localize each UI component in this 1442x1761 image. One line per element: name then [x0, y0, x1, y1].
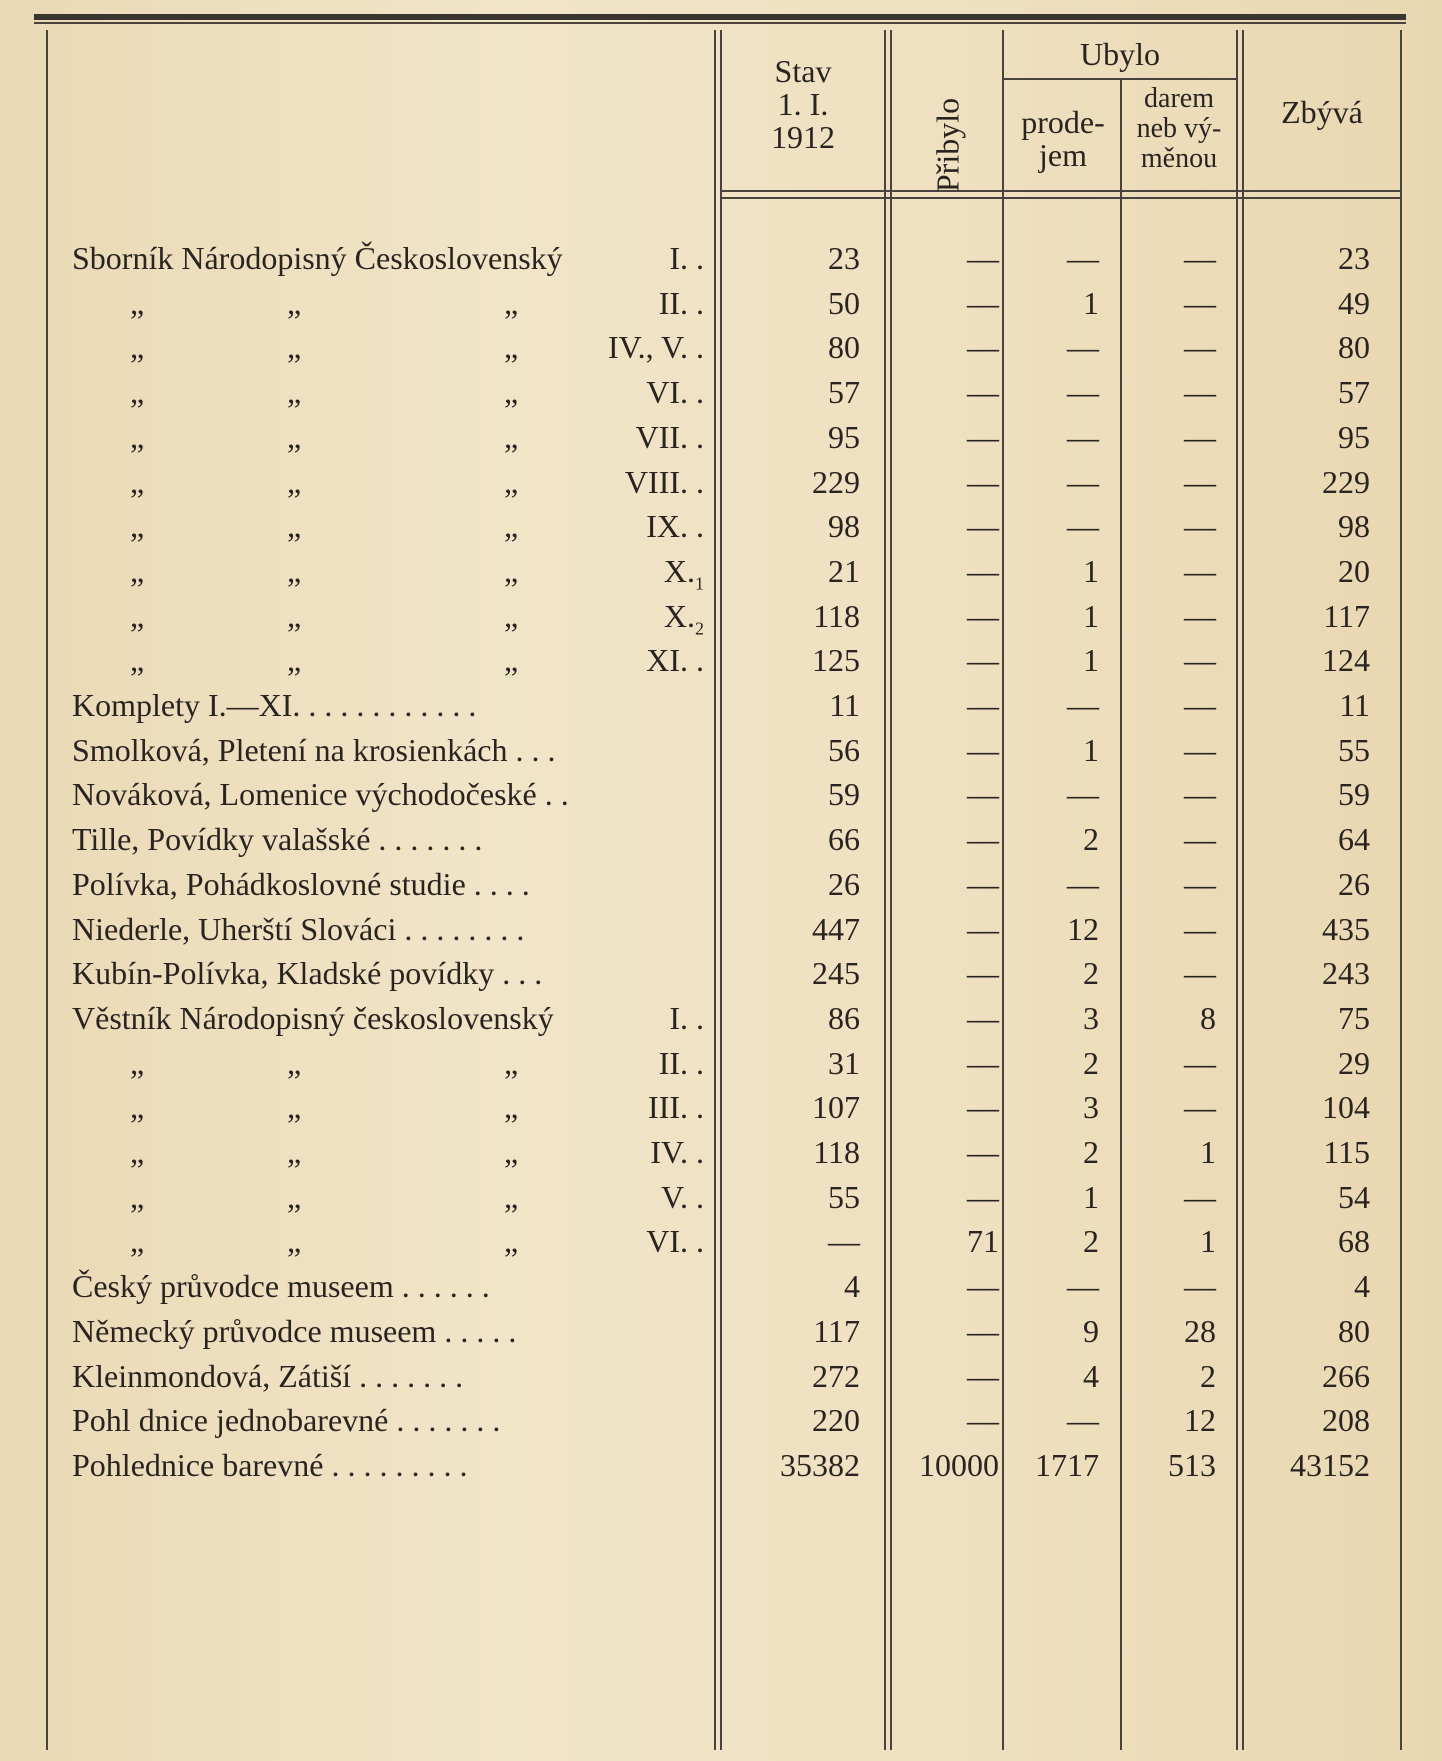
header-pribylo-label: Přibylo: [929, 97, 966, 193]
cell-prodejem: 1717: [1035, 1446, 1099, 1483]
cell-zbyva: 435: [1322, 910, 1370, 947]
cell-zbyva: 26: [1338, 865, 1370, 902]
cell-prodejem: 3: [1083, 1089, 1099, 1126]
row-volume: IV. .: [650, 1134, 704, 1170]
row-volume: VIII. .: [624, 463, 704, 500]
ditto-mark: „: [504, 597, 519, 634]
cell-pribylo: —: [967, 1268, 999, 1305]
cell-stav: 57: [828, 374, 860, 411]
table-row: [0, 464, 1442, 509]
cell-stav: 11: [829, 687, 860, 723]
cell-zbyva: 64: [1338, 821, 1370, 858]
cell-zbyva: 243: [1322, 955, 1370, 992]
cell-prodejem: 2: [1083, 1223, 1099, 1260]
cell-stav: 118: [813, 597, 860, 634]
cell-darem: 2: [1200, 1357, 1216, 1394]
cell-pribylo: —: [967, 552, 999, 589]
cell-prodejem: 2: [1083, 955, 1099, 992]
cell-darem: —: [1184, 687, 1216, 723]
row-label: Sborník Národopisný Československý: [72, 240, 563, 276]
cell-zbyva: 95: [1338, 418, 1370, 455]
ditto-mark: „: [504, 374, 519, 411]
cell-stav: 86: [828, 999, 860, 1036]
row-volume-part: 1: [695, 573, 704, 594]
row-volume: IV., V. .: [607, 329, 704, 366]
row-volume: VI. .: [646, 374, 704, 411]
cell-stav: 98: [828, 508, 860, 545]
cell-pribylo: —: [967, 955, 999, 992]
table-row: [0, 1000, 1442, 1045]
ditto-mark: „: [287, 1044, 302, 1081]
ditto-mark: „: [130, 642, 145, 679]
row-volume: II. .: [658, 284, 704, 321]
cell-zbyva: 4: [1354, 1268, 1370, 1305]
cell-pribylo: —: [967, 597, 999, 634]
row-volume: XI. .: [646, 642, 704, 679]
ditto-mark: „: [287, 284, 302, 321]
cell-darem: —: [1184, 865, 1216, 902]
table-row: [0, 642, 1442, 687]
cell-darem: 1: [1200, 1134, 1216, 1170]
table-row: [0, 240, 1442, 285]
cell-pribylo: —: [967, 731, 999, 768]
cell-prodejem: —: [1067, 1402, 1099, 1439]
cell-prodejem: 9: [1083, 1312, 1099, 1349]
header-stav: [722, 55, 884, 154]
ditto-mark: „: [130, 1178, 145, 1215]
ditto-mark: „: [130, 418, 145, 455]
cell-prodejem: 1: [1083, 597, 1099, 634]
cell-darem: —: [1184, 463, 1216, 500]
header-darem-line1: darem: [1144, 83, 1214, 114]
header-pribylo: [928, 97, 968, 193]
cell-pribylo: —: [967, 240, 999, 276]
row-volume: I. .: [669, 240, 704, 276]
table-row: [0, 1313, 1442, 1358]
ditto-mark: „: [287, 642, 302, 679]
cell-stav: 21: [828, 552, 860, 589]
header-prodejem: [1006, 106, 1120, 172]
cell-darem: —: [1184, 821, 1216, 858]
cell-pribylo: 71: [967, 1223, 999, 1260]
row-volume: IX. .: [646, 508, 704, 545]
cell-pribylo: —: [967, 1312, 999, 1349]
cell-zbyva: 29: [1338, 1044, 1370, 1081]
cell-prodejem: —: [1067, 418, 1099, 455]
cell-stav: 245: [812, 955, 860, 992]
table-row: [0, 1447, 1442, 1492]
cell-zbyva: 266: [1322, 1357, 1370, 1394]
cell-prodejem: —: [1067, 374, 1099, 411]
cell-stav: 272: [812, 1357, 860, 1394]
cell-darem: —: [1184, 642, 1216, 679]
ditto-mark: „: [130, 1089, 145, 1126]
cell-zbyva: 49: [1338, 284, 1370, 321]
cell-darem: —: [1184, 418, 1216, 455]
cell-prodejem: —: [1067, 508, 1099, 545]
cell-zbyva: 59: [1338, 776, 1370, 813]
ditto-mark: „: [130, 552, 145, 589]
ditto-mark: „: [504, 284, 519, 321]
table-row: [0, 419, 1442, 464]
table-row: [0, 285, 1442, 330]
cell-zbyva: 80: [1338, 1312, 1370, 1349]
cell-darem: —: [1184, 910, 1216, 947]
cell-pribylo: —: [967, 1402, 999, 1439]
ditto-mark: „: [504, 1134, 519, 1170]
cell-prodejem: 4: [1083, 1357, 1099, 1394]
cell-prodejem: —: [1067, 329, 1099, 366]
cell-darem: —: [1184, 240, 1216, 276]
cell-stav: 31: [828, 1044, 860, 1081]
cell-pribylo: —: [967, 329, 999, 366]
cell-zbyva: 115: [1323, 1134, 1370, 1170]
cell-stav: 35382: [780, 1446, 860, 1483]
cell-prodejem: 1: [1083, 284, 1099, 321]
ditto-mark: „: [287, 1089, 302, 1126]
cell-prodejem: 1: [1083, 552, 1099, 589]
cell-darem: —: [1184, 329, 1216, 366]
ditto-mark: „: [287, 1134, 302, 1170]
cell-stav: 56: [828, 731, 860, 768]
row-label: Německý průvodce museem . . . . .: [72, 1312, 517, 1349]
cell-darem: —: [1184, 374, 1216, 411]
cell-zbyva: 23: [1338, 240, 1370, 276]
table-row: [0, 1179, 1442, 1224]
header-zbyva: Zbývá: [1281, 94, 1363, 130]
row-label: Komplety I.—XI. . . . . . . . . . . .: [72, 687, 477, 723]
ditto-mark: „: [287, 463, 302, 500]
cell-prodejem: —: [1067, 240, 1099, 276]
cell-pribylo: —: [967, 1134, 999, 1170]
cell-zbyva: 117: [1323, 597, 1370, 634]
table-row: [0, 732, 1442, 777]
ditto-mark: „: [287, 508, 302, 545]
cell-darem: —: [1184, 1268, 1216, 1305]
cell-darem: 12: [1184, 1402, 1216, 1439]
table-row: [0, 1402, 1442, 1447]
header-ubylo: Ubylo: [1080, 36, 1160, 72]
table-row: [0, 911, 1442, 956]
ditto-mark: „: [504, 1178, 519, 1215]
table-row: [0, 1268, 1442, 1313]
cell-darem: 1: [1200, 1223, 1216, 1260]
cell-pribylo: —: [967, 508, 999, 545]
ditto-mark: „: [287, 1223, 302, 1260]
cell-zbyva: 104: [1322, 1089, 1370, 1126]
cell-darem: —: [1184, 1178, 1216, 1215]
header-stav-line2: 1. I.: [777, 86, 829, 122]
cell-zbyva: 80: [1338, 329, 1370, 366]
row-label: Kubín-Polívka, Kladské povídky . . .: [72, 955, 543, 992]
header-prodejem-line1: prode-: [1021, 104, 1105, 140]
cell-pribylo: —: [967, 374, 999, 411]
cell-darem: 8: [1200, 999, 1216, 1036]
row-volume: VI. .: [646, 1223, 704, 1260]
cell-stav: 229: [812, 463, 860, 500]
header-stav-line3: 1912: [771, 119, 835, 155]
ubylo-underline: [1004, 78, 1236, 80]
ditto-mark: „: [130, 329, 145, 366]
cell-pribylo: —: [967, 865, 999, 902]
cell-pribylo: —: [967, 999, 999, 1036]
header-darem: [1122, 84, 1236, 174]
cell-pribylo: —: [967, 463, 999, 500]
cell-darem: 28: [1184, 1312, 1216, 1349]
cell-stav: 4: [844, 1268, 860, 1305]
cell-darem: 513: [1168, 1446, 1216, 1483]
ditto-mark: „: [287, 597, 302, 634]
ditto-mark: „: [287, 418, 302, 455]
cell-stav: 59: [828, 776, 860, 813]
ditto-mark: „: [504, 1223, 519, 1260]
row-label: Kleinmondová, Zátiší . . . . . . .: [72, 1357, 464, 1394]
row-volume-part: 2: [695, 617, 704, 638]
cell-zbyva: 20: [1338, 552, 1370, 589]
header-darem-line3: měnou: [1140, 143, 1218, 174]
cell-pribylo: —: [967, 821, 999, 858]
cell-prodejem: 12: [1067, 910, 1099, 947]
cell-stav: 447: [812, 910, 860, 947]
row-volume: I. .: [669, 999, 704, 1036]
cell-stav: 23: [828, 240, 860, 276]
table-row: [0, 687, 1442, 732]
cell-prodejem: 1: [1083, 1178, 1099, 1215]
cell-stav: 220: [812, 1402, 860, 1439]
ditto-mark: „: [130, 374, 145, 411]
cell-prodejem: 3: [1083, 999, 1099, 1036]
table-row: [0, 1134, 1442, 1179]
cell-stav: —: [828, 1223, 860, 1260]
cell-pribylo: —: [967, 1178, 999, 1215]
ditto-mark: „: [504, 642, 519, 679]
cell-stav: 125: [812, 642, 860, 679]
ditto-mark: „: [287, 1178, 302, 1215]
table-row: [0, 776, 1442, 821]
row-volume: $X._2$: [663, 597, 704, 638]
cell-zbyva: 75: [1338, 999, 1370, 1036]
cell-prodejem: 2: [1083, 1134, 1099, 1170]
cell-darem: —: [1184, 597, 1216, 634]
cell-pribylo: —: [967, 1089, 999, 1126]
table-row: [0, 553, 1442, 598]
cell-zbyva: 208: [1322, 1402, 1370, 1439]
cell-stav: 118: [813, 1134, 860, 1170]
row-label: Niederle, Uherští Slováci . . . . . . . .: [72, 910, 525, 947]
cell-pribylo: —: [967, 910, 999, 947]
cell-stav: 117: [813, 1312, 860, 1349]
table-row: [0, 374, 1442, 419]
row-volume: III. .: [648, 1089, 704, 1126]
ditto-mark: „: [130, 284, 145, 321]
cell-zbyva: 57: [1338, 374, 1370, 411]
row-volume: VII. .: [635, 418, 704, 455]
row-volume: II. .: [658, 1044, 704, 1081]
cell-pribylo: 10000: [919, 1446, 999, 1483]
row-volume: V. .: [661, 1178, 704, 1215]
table-row: [0, 508, 1442, 553]
cell-prodejem: —: [1067, 776, 1099, 813]
table-row: [0, 1089, 1442, 1134]
ditto-mark: „: [130, 508, 145, 545]
cell-zbyva: 98: [1338, 508, 1370, 545]
cell-pribylo: —: [967, 642, 999, 679]
cell-prodejem: 2: [1083, 821, 1099, 858]
header-darem-line2: neb vý-: [1136, 113, 1222, 144]
cell-stav: 50: [828, 284, 860, 321]
ditto-mark: „: [504, 552, 519, 589]
ditto-mark: „: [130, 597, 145, 634]
header-prodejem-line2: jem: [1039, 137, 1087, 173]
ditto-mark: „: [504, 1089, 519, 1126]
cell-stav: 95: [828, 418, 860, 455]
ditto-mark: „: [287, 374, 302, 411]
row-label: Věstník Národopisný československý: [72, 999, 554, 1036]
ditto-mark: „: [287, 329, 302, 366]
cell-stav: 26: [828, 865, 860, 902]
top-rule-thin: [34, 22, 1406, 24]
table-row: [0, 821, 1442, 866]
cell-stav: 80: [828, 329, 860, 366]
cell-zbyva: 11: [1339, 687, 1370, 723]
cell-pribylo: —: [967, 776, 999, 813]
row-label: Pohl dnice jednobarevné . . . . . . .: [72, 1402, 501, 1439]
ditto-mark: „: [130, 1223, 145, 1260]
cell-zbyva: 124: [1322, 642, 1370, 679]
top-rule: [34, 14, 1406, 20]
cell-prodejem: —: [1067, 463, 1099, 500]
cell-stav: 55: [828, 1178, 860, 1215]
row-label: Tille, Povídky valašské . . . . . . .: [72, 821, 483, 858]
table-row: [0, 1045, 1442, 1090]
row-label: Český průvodce museem . . . . . .: [72, 1268, 490, 1305]
header-stav-line1: Stav: [774, 53, 832, 89]
cell-prodejem: —: [1067, 1268, 1099, 1305]
table-row: [0, 866, 1442, 911]
cell-pribylo: —: [967, 1044, 999, 1081]
cell-darem: —: [1184, 1089, 1216, 1126]
cell-prodejem: 2: [1083, 1044, 1099, 1081]
row-volume: $X._1$: [663, 552, 704, 594]
ditto-mark: „: [504, 463, 519, 500]
table-row: [0, 955, 1442, 1000]
cell-darem: —: [1184, 552, 1216, 589]
cell-stav: 66: [828, 821, 860, 858]
cell-prodejem: 1: [1083, 731, 1099, 768]
cell-pribylo: —: [967, 1357, 999, 1394]
cell-zbyva: 55: [1338, 731, 1370, 768]
header-bottom-rule: [720, 190, 1402, 192]
row-label: Pohlednice barevné . . . . . . . . .: [72, 1446, 468, 1483]
row-label: Nováková, Lomenice východočeské . .: [72, 776, 569, 813]
ditto-mark: „: [504, 508, 519, 545]
cell-prodejem: —: [1067, 865, 1099, 902]
cell-pribylo: —: [967, 284, 999, 321]
cell-zbyva: 54: [1338, 1178, 1370, 1215]
cell-zbyva: 43152: [1290, 1446, 1370, 1483]
cell-pribylo: —: [967, 418, 999, 455]
ditto-mark: „: [504, 329, 519, 366]
table-row: [0, 1223, 1442, 1268]
ditto-mark: „: [287, 552, 302, 589]
cell-darem: —: [1184, 776, 1216, 813]
cell-darem: —: [1184, 955, 1216, 992]
row-label: Smolková, Pletení na krosienkách . . .: [72, 731, 556, 768]
cell-pribylo: —: [967, 687, 999, 723]
ditto-mark: „: [504, 418, 519, 455]
cell-stav: 107: [812, 1089, 860, 1126]
ditto-mark: „: [130, 1044, 145, 1081]
table-row: [0, 598, 1442, 643]
table-row: [0, 329, 1442, 374]
header-bottom-rule2: [720, 197, 1402, 199]
row-label: Polívka, Pohádkoslovné studie . . . .: [72, 865, 530, 902]
ditto-mark: „: [130, 1134, 145, 1170]
ditto-mark: „: [130, 463, 145, 500]
cell-zbyva: 68: [1338, 1223, 1370, 1260]
cell-zbyva: 229: [1322, 463, 1370, 500]
cell-prodejem: —: [1067, 687, 1099, 723]
cell-darem: —: [1184, 1044, 1216, 1081]
cell-prodejem: 1: [1083, 642, 1099, 679]
ditto-mark: „: [504, 1044, 519, 1081]
cell-darem: —: [1184, 284, 1216, 321]
cell-darem: —: [1184, 508, 1216, 545]
table-row: [0, 1358, 1442, 1403]
cell-darem: —: [1184, 731, 1216, 768]
